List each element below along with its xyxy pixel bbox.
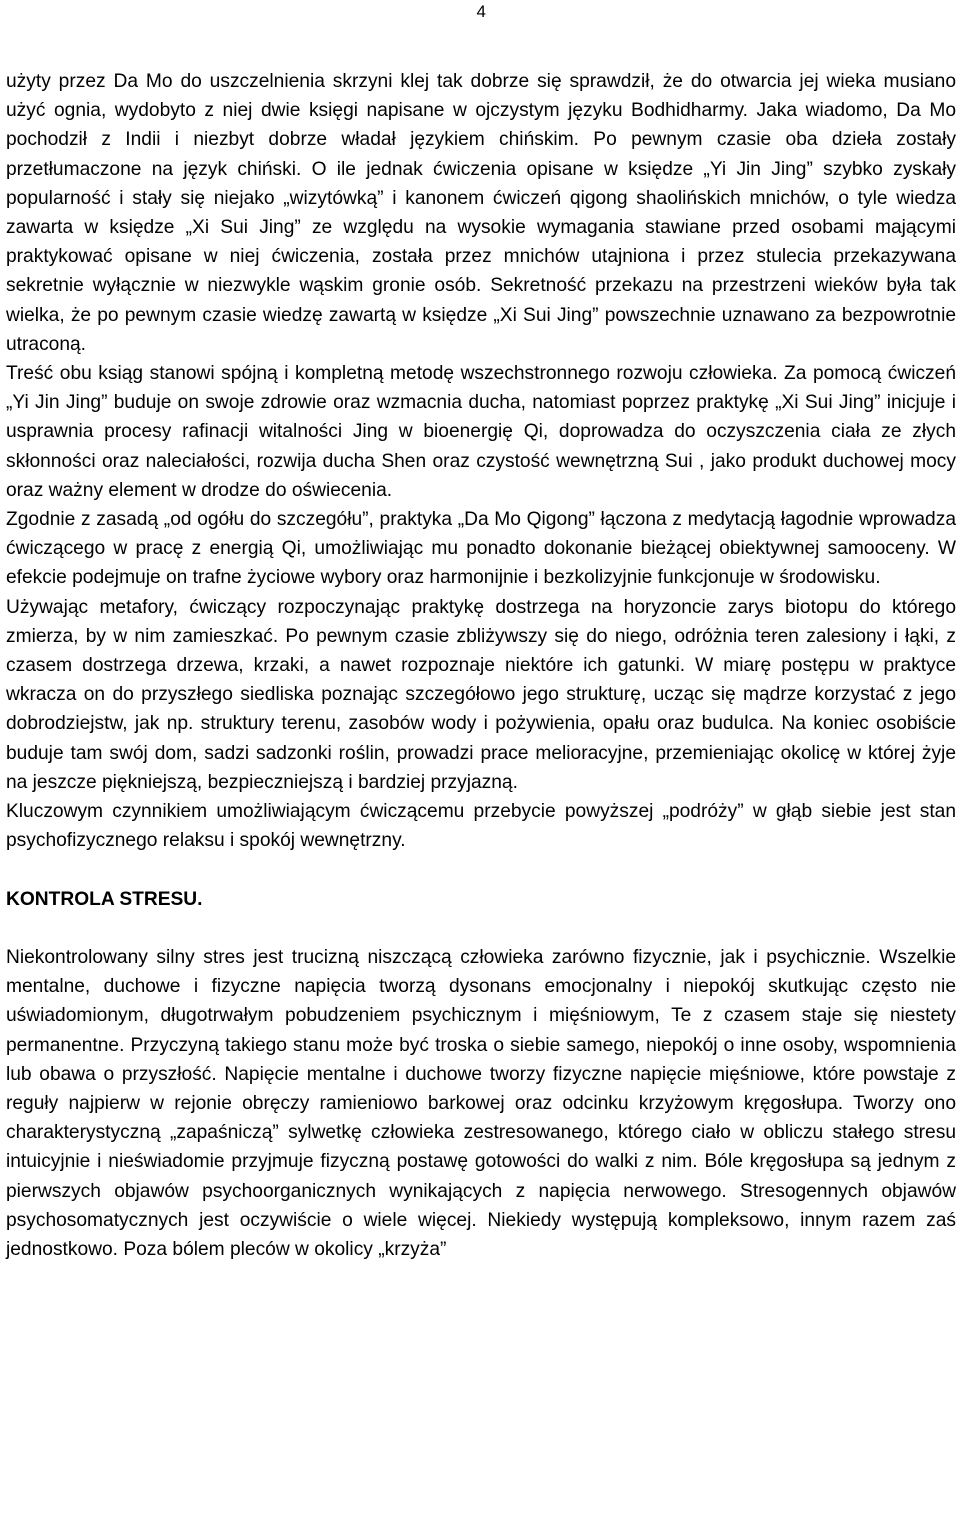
section-heading: KONTROLA STRESU.	[6, 888, 203, 910]
paragraph: użyty przez Da Mo do uszczelnienia skrzyni klej tak dobrze się sprawdził, że do otwarcia jej wieka musiano użyć ognia, wydobyto z niej dwie księgi napisane w ojczystym języku Bodhidharmy. Jaka wiadomo, Da Mo pochodził z Indii i niezbyt dobrze władał językiem chińskim. Po pewnym czasie oba dzieła zostały przetłumaczone na język chiński. O ile jednak ćwiczenia opisane w księdze „Yi Jin Jing” szybko zyskały popularność i stały się niejako „wizytówką” i kanonem ćwiczeń qigong shaolińskich mnichów, o tyle wiedza zawarta w księdze „Xi Sui Jing” ze względu na wysokie wymagania stawiane przed osobami mającymi praktykować opisane w niej ćwiczenia, została przez mnichów utajniona i przez stulecia przekazywana sekretnie wyłącznie w niezwykle wąskim gronie osób. Sekretność przekazu na przestrzeni wieków była tak wielka, że po pewnym czasie wiedzę zawartą w księdze „Xi Sui Jing” powszechnie uznawano za bezpowrotnie utraconą.	[6, 71, 956, 355]
document-body	[6, 67, 956, 1264]
page-number: 4	[476, 2, 486, 21]
paragraph: Treść obu ksiąg stanowi spójną i kompletną metodę wszechstronnego rozwoju człowieka. Za pomocą ćwiczeń „Yi Jin Jing” buduje on swoje zdrowie oraz wzmacnia ducha, natomiast poprzez praktykę „Xi Sui Jing” inicjuje i usprawnia procesy rafinacji witalności Jing w bioenergię Qi, doprowadza do oczyszczenia ciała ze złych skłonności oraz naleciałości, rozwija ducha Shen oraz czystość wewnętrzną Sui , jako produkt duchowej mocy oraz ważny element w drodze do oświecenia.	[6, 363, 956, 501]
paragraph: Niekontrolowany silny stres jest trucizną niszczącą człowieka zarówno fizycznie, jak i psychicznie. Wszelkie mentalne, duchowe i fizyczne napięcia tworzą dysonans emocjonalny i niepokój skutkując często nie uświadomionym, długotrwałym pobudzeniem psychicznym i mięśniowym, Te z czasem staje się niestety permanentne. Przyczyną takiego stanu może być troska o siebie samego, niepokój o inne osoby, wspomnienia lub obawa o przyszłość. Napięcie mentalne i duchowe tworzy fizyczne napięcie mięśniowe, które powstaje z reguły najpierw w rejonie obręczy ramieniowo barkowej oraz odcinku krzyżowym kręgosłupa. Tworzy ono charakterystyczną „zapaśniczą” sylwetkę człowieka zestresowanego, którego ciało w obliczu stałego stresu intuicyjnie i nieświadomie przyjmuje fizyczną postawę gotowości do walki z nim. Bóle kręgosłupa są jednym z pierwszych objawów psychoorganicznych wynikających z napięcia nerwowego. Stresogennych objawów psychosomatycznych jest oczywiście o wiele więcej. Niekiedy występują kompleksowo, innym razem zaś jednostkowo. Poza bólem pleców w okolicy „krzyża”	[6, 947, 956, 1261]
spacer	[6, 914, 956, 943]
spacer	[6, 855, 956, 884]
paragraph: Używając metafory, ćwiczący rozpoczynając praktykę dostrzega na horyzoncie zarys biotopu do którego zmierza, by w nim zamieszkać. Po pewnym czasie zbliżywszy się do niego, odróżnia teren zalesiony i łąki, z czasem dostrzega drzewa, krzaki, a nawet rozpoznaje niektóre ich gatunki. W miarę postępu w praktyce wkracza on do przyszłego siedliska poznając szczegółowo jego strukturę, ucząc się mądrze korzystać z jego dobrodziejstw, jak np. struktury terenu, zasobów wody i pożywienia, opału oraz budulca. Na koniec osobiście buduje tam swój dom, sadzi sadzonki roślin, prowadzi prace melioracyjne, przemieniając okolicę w której żyje na jeszcze piękniejszą, bezpieczniejszą i bardziej przyjazną.	[6, 596, 956, 793]
paragraph: Zgodnie z zasadą „od ogółu do szczegółu”, praktyka „Da Mo Qigong” łączona z medytacją łagodnie wprowadza ćwiczącego w pracę z energią Qi, umożliwiając mu ponadto dokonanie bieżącej obiektywnej samooceny. W efekcie podejmuje on trafne życiowe wybory oraz harmonijnie i bezkolizyjnie funkcjonuje w środowisku.	[6, 509, 956, 589]
paragraph: Kluczowym czynnikiem umożliwiającym ćwiczącemu przebycie powyższej „podróży” w głąb siebie jest stan psychofizycznego relaksu i spokój wewnętrzny.	[6, 801, 956, 852]
